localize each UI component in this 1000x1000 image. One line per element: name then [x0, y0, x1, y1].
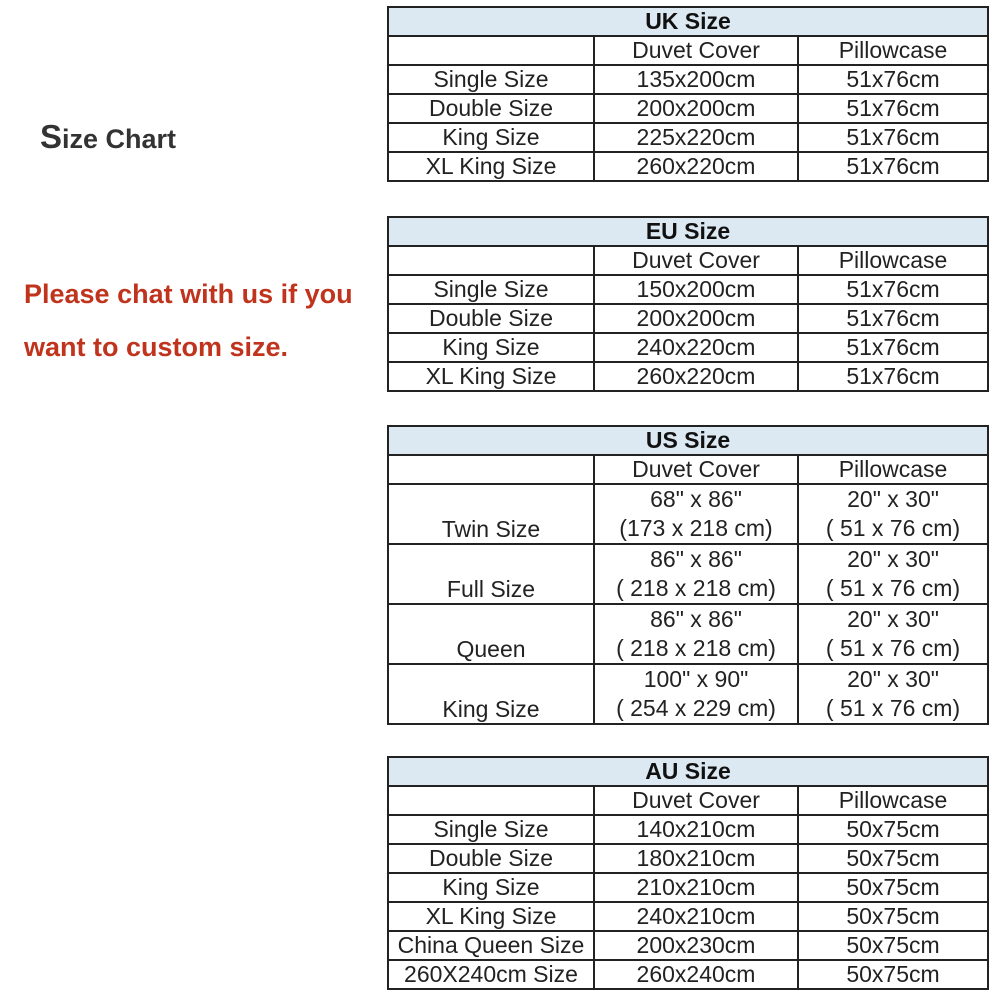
eu-size-table: [387, 216, 989, 392]
table-row: [388, 544, 988, 604]
duvet-size: 240x210cm: [594, 902, 798, 931]
size-name: Single Size: [388, 65, 594, 94]
duvet-size: [594, 604, 798, 664]
size-name: Double Size: [388, 844, 594, 873]
pillowcase-size-cm: ( 51 x 76 cm): [825, 635, 961, 661]
pillowcase-size: 50x75cm: [798, 873, 988, 902]
duvet-size: 200x200cm: [594, 94, 798, 123]
table-row: [388, 604, 988, 664]
duvet-size: 240x220cm: [594, 333, 798, 362]
pillowcase-size: 51x76cm: [798, 123, 988, 152]
duvet-size-cm: (173 x 218 cm): [619, 515, 773, 541]
duvet-size-cm: ( 218 x 218 cm): [616, 575, 776, 601]
duvet-size: 200x200cm: [594, 304, 798, 333]
size-name: King Size: [388, 123, 594, 152]
pillowcase-size: 51x76cm: [798, 275, 988, 304]
table-row: [388, 123, 988, 152]
pillowcase-size: 51x76cm: [798, 94, 988, 123]
size-name: China Queen Size: [388, 931, 594, 960]
table-row: [388, 333, 988, 362]
duvet-size: 210x210cm: [594, 873, 798, 902]
duvet-size-inches: 68" x 86": [650, 486, 742, 512]
table-row: [388, 152, 988, 181]
column-header: [388, 36, 594, 65]
title-first-letter: S: [40, 118, 63, 155]
duvet-size: 200x230cm: [594, 931, 798, 960]
size-name: XL King Size: [388, 362, 594, 391]
size-name: Double Size: [388, 94, 594, 123]
column-header: [388, 455, 594, 484]
duvet-size: 260x220cm: [594, 362, 798, 391]
pillowcase-size-inches: 20" x 30": [847, 666, 939, 692]
pillowcase-size: 51x76cm: [798, 362, 988, 391]
size-name: King Size: [388, 664, 594, 724]
duvet-size: 260x240cm: [594, 960, 798, 989]
table-row: [388, 844, 988, 873]
duvet-size-cm: ( 254 x 229 cm): [616, 695, 776, 721]
pillowcase-size-cm: ( 51 x 76 cm): [825, 575, 961, 601]
duvet-size-inches: 100" x 90": [643, 666, 749, 692]
size-chart-title: [40, 118, 176, 156]
pillowcase-size: 50x75cm: [798, 931, 988, 960]
table-row: [388, 902, 988, 931]
column-header-pillowcase: Pillowcase: [798, 246, 988, 275]
table-row: [388, 65, 988, 94]
column-header: [388, 246, 594, 275]
column-header-pillowcase: Pillowcase: [798, 455, 988, 484]
pillowcase-size-inches: 20" x 30": [847, 606, 939, 632]
au-table-title: AU Size: [388, 757, 988, 786]
duvet-size: 180x210cm: [594, 844, 798, 873]
column-header-duvet: Duvet Cover: [594, 246, 798, 275]
pillowcase-size: [798, 604, 988, 664]
table-row: [388, 873, 988, 902]
size-name: King Size: [388, 333, 594, 362]
uk-size-table: [387, 6, 989, 182]
column-header-pillowcase: Pillowcase: [798, 36, 988, 65]
title-rest: ize Chart: [62, 124, 177, 154]
size-name: Full Size: [388, 544, 594, 604]
pillowcase-size: 51x76cm: [798, 65, 988, 94]
pillowcase-size-cm: ( 51 x 76 cm): [825, 695, 961, 721]
table-row: [388, 931, 988, 960]
column-header-pillowcase: Pillowcase: [798, 786, 988, 815]
pillowcase-size: 50x75cm: [798, 815, 988, 844]
eu-table-title: EU Size: [388, 217, 988, 246]
duvet-size: 135x200cm: [594, 65, 798, 94]
column-header-duvet: Duvet Cover: [594, 36, 798, 65]
size-name: Single Size: [388, 815, 594, 844]
size-name: Single Size: [388, 275, 594, 304]
column-header: [388, 786, 594, 815]
pillowcase-size-inches: 20" x 30": [847, 486, 939, 512]
size-name: Queen: [388, 604, 594, 664]
duvet-size-cm: ( 218 x 218 cm): [616, 635, 776, 661]
duvet-size-inches: 86" x 86": [650, 606, 742, 632]
duvet-size: 260x220cm: [594, 152, 798, 181]
table-row: [388, 304, 988, 333]
duvet-size: [594, 664, 798, 724]
pillowcase-size: 51x76cm: [798, 333, 988, 362]
au-size-table: [387, 756, 989, 990]
table-row: [388, 960, 988, 989]
pillowcase-size-inches: 20" x 30": [847, 546, 939, 572]
pillowcase-size: [798, 484, 988, 544]
table-row: [388, 362, 988, 391]
custom-size-note: Please chat with us if you want to custom size.: [24, 279, 353, 362]
size-name: Double Size: [388, 304, 594, 333]
duvet-size-inches: 86" x 86": [650, 546, 742, 572]
duvet-size: [594, 484, 798, 544]
us-size-table: [387, 425, 989, 725]
pillowcase-size: 50x75cm: [798, 902, 988, 931]
pillowcase-size: 51x76cm: [798, 152, 988, 181]
duvet-size: 225x220cm: [594, 123, 798, 152]
table-row: [388, 275, 988, 304]
pillowcase-size: 50x75cm: [798, 844, 988, 873]
pillowcase-size: 50x75cm: [798, 960, 988, 989]
table-row: [388, 815, 988, 844]
size-name: XL King Size: [388, 902, 594, 931]
pillowcase-size: [798, 664, 988, 724]
us-table-title: US Size: [388, 426, 988, 455]
pillowcase-size: 51x76cm: [798, 304, 988, 333]
size-name: XL King Size: [388, 152, 594, 181]
size-name: Twin Size: [388, 484, 594, 544]
uk-table-title: UK Size: [388, 7, 988, 36]
column-header-duvet: Duvet Cover: [594, 455, 798, 484]
duvet-size: 140x210cm: [594, 815, 798, 844]
column-header-duvet: Duvet Cover: [594, 786, 798, 815]
size-name: 260X240cm Size: [388, 960, 594, 989]
duvet-size: 150x200cm: [594, 275, 798, 304]
table-row: [388, 664, 988, 724]
table-row: [388, 94, 988, 123]
pillowcase-size-cm: ( 51 x 76 cm): [825, 515, 961, 541]
size-name: King Size: [388, 873, 594, 902]
pillowcase-size: [798, 544, 988, 604]
duvet-size: [594, 544, 798, 604]
table-row: [388, 484, 988, 544]
